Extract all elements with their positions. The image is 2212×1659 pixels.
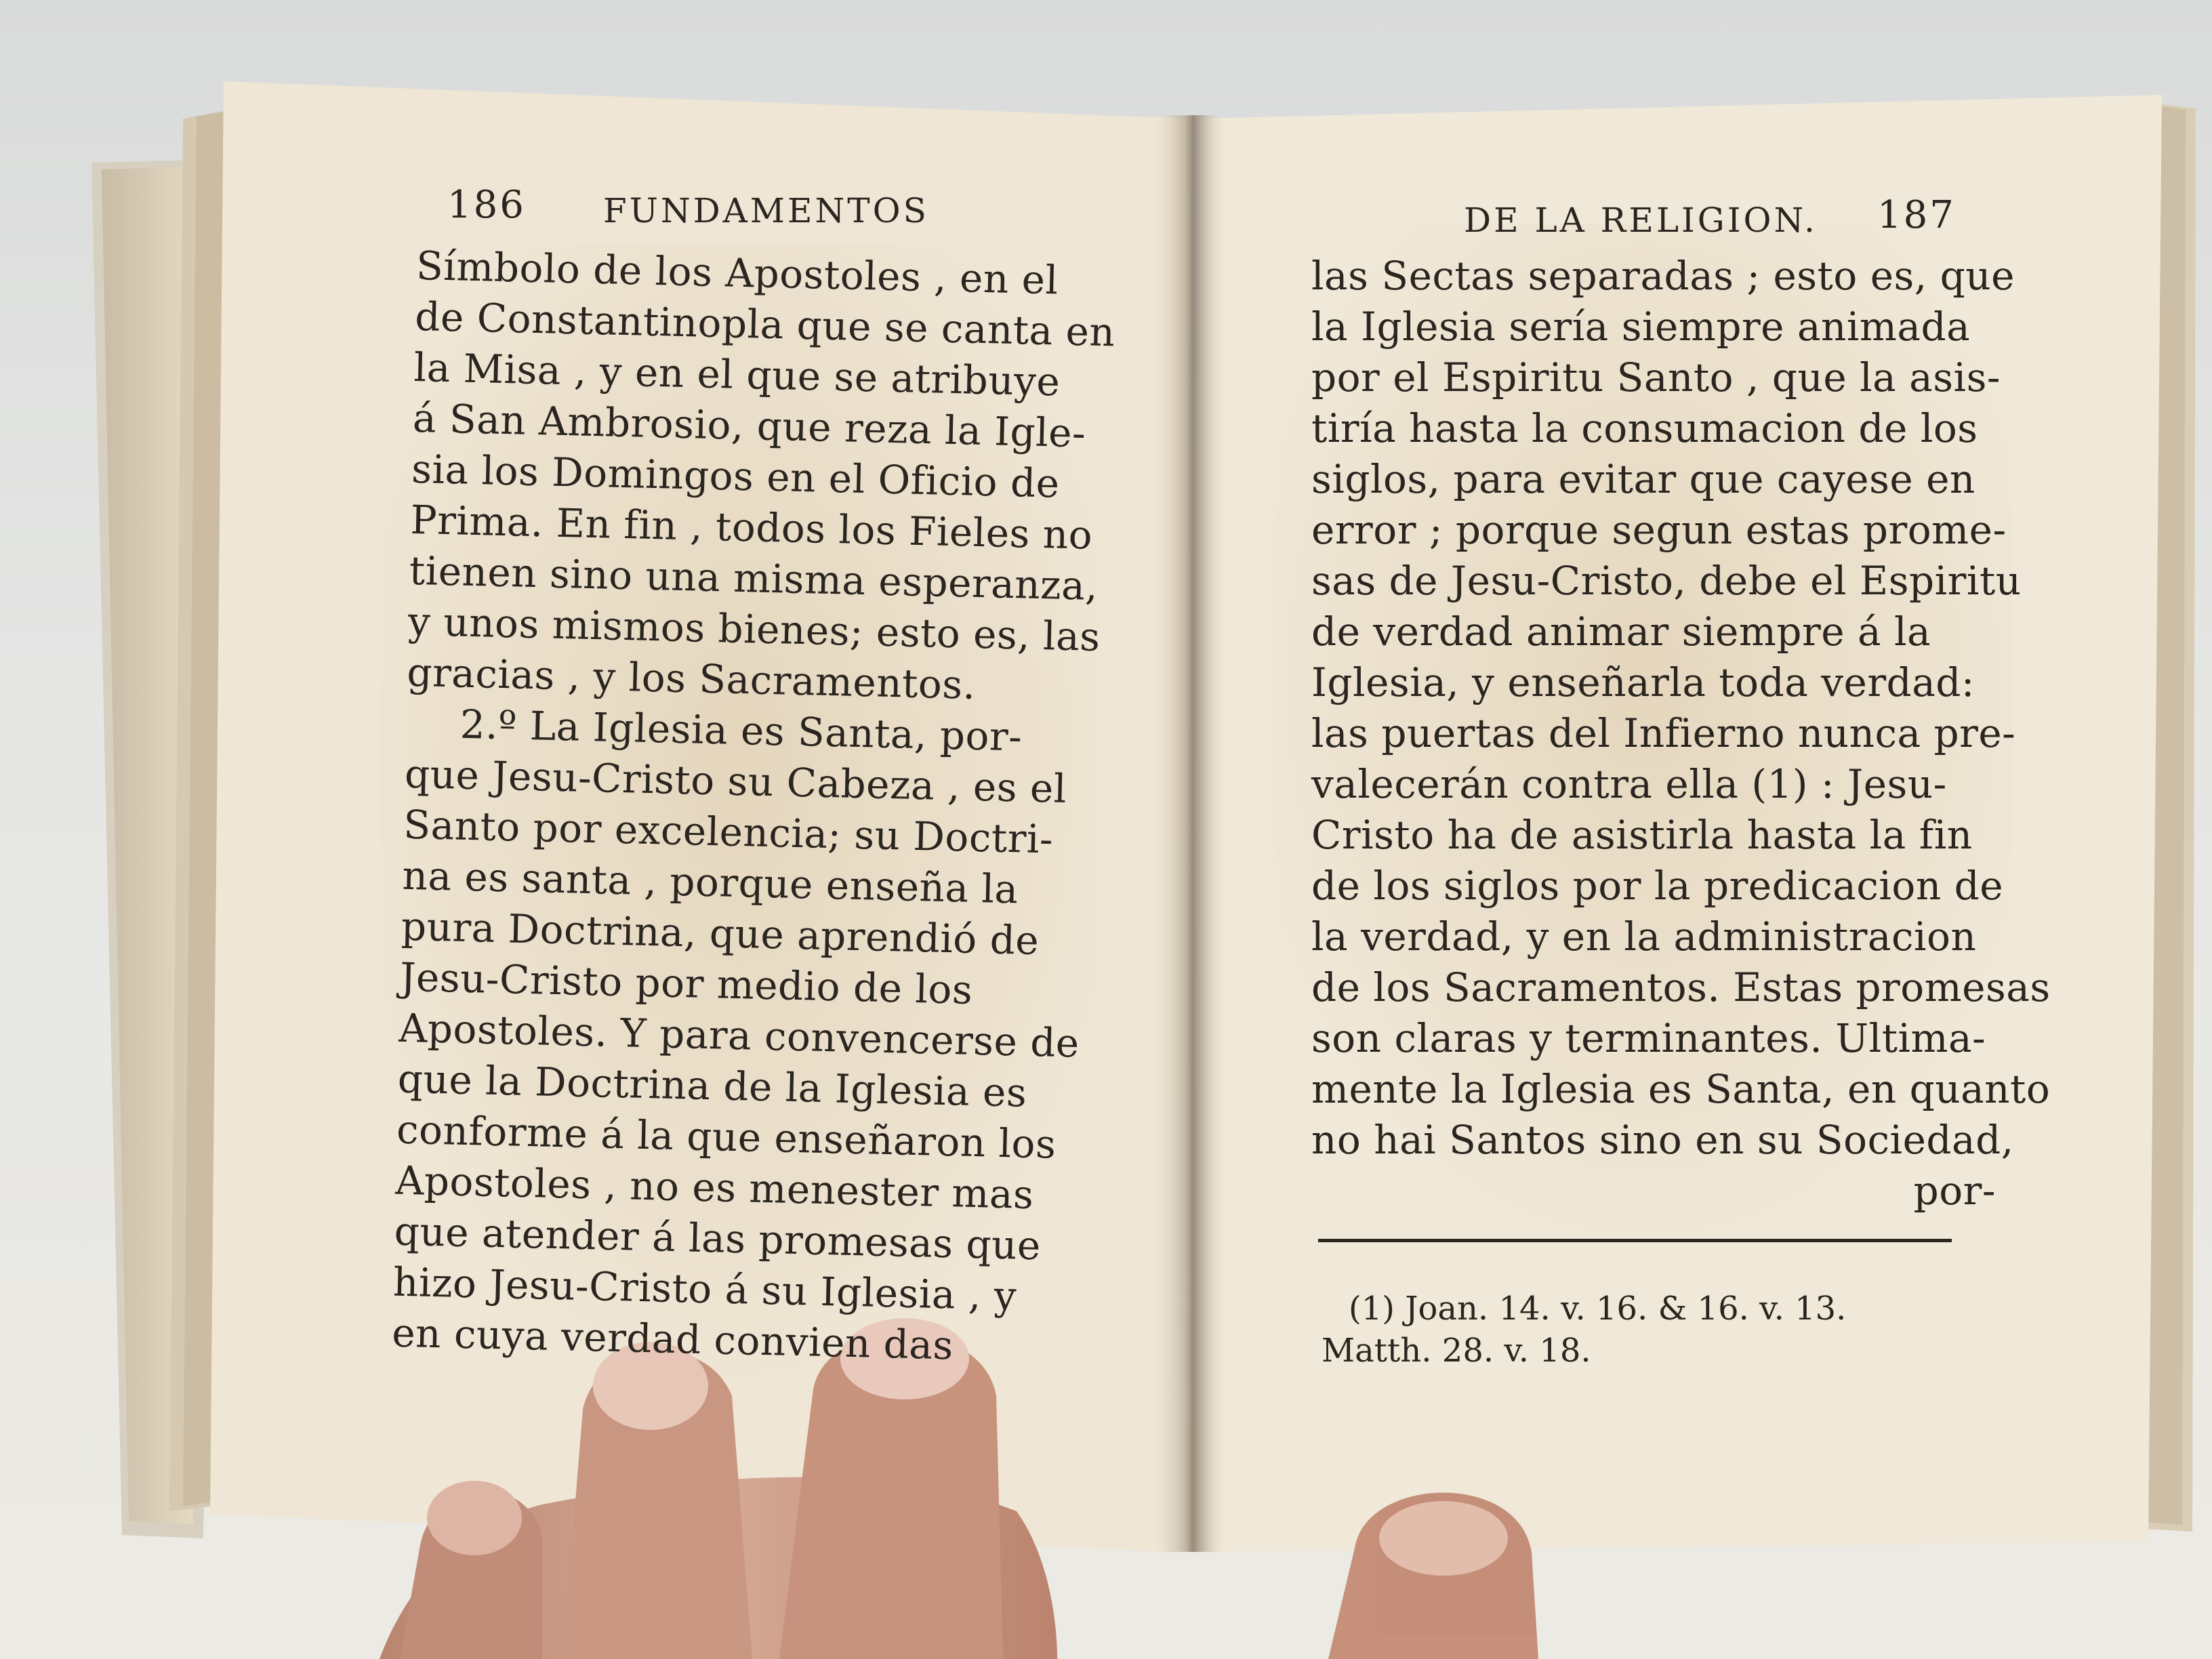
left-line: Símbolo de los Apostoles , en el — [415, 242, 1059, 304]
right-line: no hai Santos sino en su Sociedad, — [1311, 1117, 2014, 1163]
footnote-line: Matth. 28. v. 18. — [1322, 1332, 1591, 1370]
left-line: 2.º La Iglesia es Santa, por- — [459, 701, 1023, 760]
right-line: de los siglos por la predicacion de — [1311, 863, 2004, 909]
left-line: Apostoles , no es menester mas — [394, 1157, 1035, 1218]
right-line: las puertas del Infierno nunca pre- — [1311, 710, 2016, 756]
left-line: á San Ambrosio, que reza la Igle- — [412, 394, 1086, 457]
left-line: pura Doctrina, que aprendió de — [401, 903, 1040, 964]
left-line: Prima. En fin , todos los Fieles no — [409, 496, 1093, 558]
right-page-number: 187 — [1877, 193, 1956, 237]
right-line: de verdad animar siempre á la — [1311, 609, 1931, 655]
left-line: gracias , y los Sacramentos. — [406, 649, 977, 708]
footnote-rule — [1318, 1239, 1952, 1242]
left-line: Apostoles. Y para convencerse de — [398, 1004, 1080, 1067]
left-line: en cuya verdad convien das — [391, 1309, 954, 1369]
left-line: tienen sino una misma esperanza, — [409, 547, 1099, 609]
left-page-body — [391, 241, 1116, 1374]
left-line: que atender á las promesas que — [394, 1208, 1042, 1269]
gutter-shadow — [1152, 115, 1227, 1552]
footnote-line: (1) Joan. 14. v. 16. & 16. v. 13. — [1349, 1290, 1847, 1328]
left-line: sia los Domingos en el Oficio de — [411, 445, 1061, 507]
right-line: la Iglesia sería siempre animada — [1311, 304, 1971, 350]
right-footnote — [1322, 1288, 1999, 1372]
left-line: que la Doctrina de la Iglesia es — [397, 1055, 1027, 1116]
right-line: la verdad, y en la administracion — [1311, 914, 1977, 960]
left-line: de Constantinopla que se canta en — [414, 293, 1116, 356]
right-line: error ; porque segun estas prome- — [1311, 507, 2007, 553]
left-line: y unos mismos bienes; esto es, las — [407, 598, 1101, 661]
left-running-head: FUNDAMENTOS — [603, 191, 929, 230]
right-line: valecerán contra ella (1) : Jesu- — [1311, 761, 1947, 807]
left-line: na es santa , porque enseña la — [401, 852, 1019, 913]
left-line: hizo Jesu-Cristo á su Iglesia , y — [392, 1258, 1017, 1319]
right-running-head: DE LA RELIGION. — [1464, 201, 1818, 240]
right-line: las Sectas separadas ; esto es, que — [1311, 253, 2015, 299]
right-line: sas de Jesu-Cristo, debe el Espiritu — [1311, 558, 2022, 604]
left-line: conforme á la que enseñaron los — [396, 1106, 1057, 1168]
right-line: siglos, para evitar que cayese en — [1311, 456, 1975, 502]
left-line: que Jesu-Cristo su Cabeza , es el — [404, 750, 1067, 812]
catchword: por- — [1913, 1168, 1996, 1214]
right-line: por el Espiritu Santo , que la asis- — [1311, 354, 2001, 401]
right-line: Iglesia, y enseñarla toda verdad: — [1311, 659, 1975, 705]
left-page-number: 186 — [447, 183, 526, 227]
right-page-body — [1311, 251, 2051, 1216]
right-line: mente la Iglesia es Santa, en quanto — [1311, 1066, 2051, 1112]
right-line: son claras y terminantes. Ultima- — [1311, 1015, 1986, 1061]
left-line: la Misa , y en el que se atribuye — [413, 344, 1061, 405]
right-line: Cristo ha de asistirla hasta la fin — [1311, 812, 1973, 858]
left-line: Jesu-Cristo por medio de los — [399, 954, 973, 1013]
right-line: de los Sacramentos. Estas promesas — [1311, 964, 2051, 1010]
left-line: Santo por excelencia; su Doctri- — [403, 801, 1054, 863]
right-line: tiría hasta la consumacion de los — [1311, 405, 1978, 451]
